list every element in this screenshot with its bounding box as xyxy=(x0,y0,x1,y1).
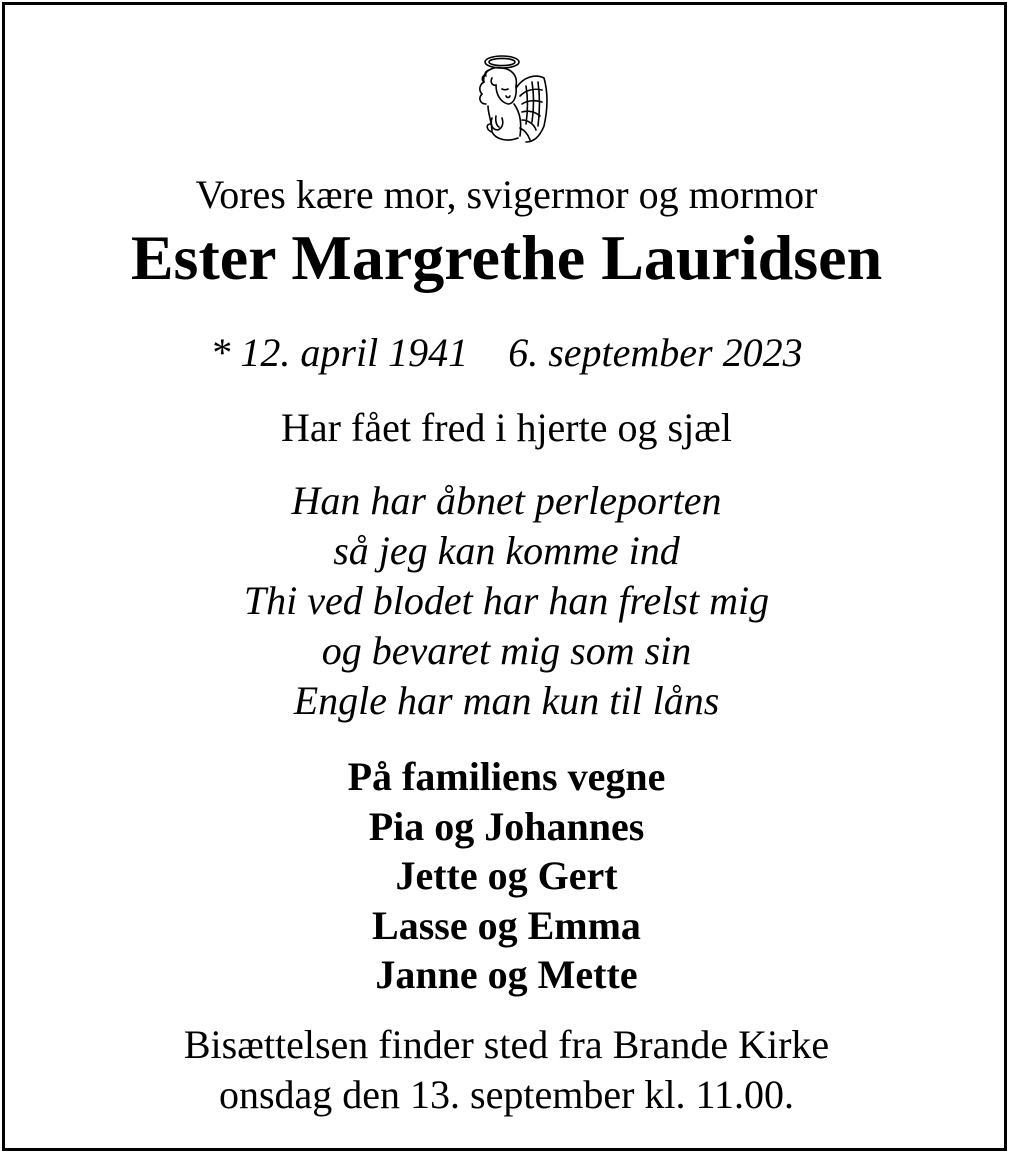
birth-date: * 12. april 1941 xyxy=(210,330,469,375)
verse-line: Thi ved blodet har han frelst mig xyxy=(243,578,770,623)
funeral-info xyxy=(0,1020,1013,1120)
death-date: 6. september 2023 xyxy=(508,330,803,375)
verse-line: og bevaret mig som sin xyxy=(321,628,692,673)
funeral-line: Bisættelsen finder sted fra Brande Kirke xyxy=(183,1022,830,1067)
family-line: Janne og Mette xyxy=(375,952,638,997)
peace-line: Har fået fred i hjerte og sjæl xyxy=(281,405,732,450)
verse-line: Han har åbnet perleporten xyxy=(291,478,722,523)
deceased-name: Ester Margrethe Lauridsen xyxy=(130,222,883,293)
family-signatures xyxy=(0,752,1013,1000)
verse-line: Engle har man kun til låns xyxy=(293,678,720,723)
angel-icon xyxy=(462,52,558,148)
life-dates xyxy=(0,330,1013,376)
funeral-line: onsdag den 13. september kl. 11.00. xyxy=(218,1072,795,1117)
verse xyxy=(0,476,1013,726)
family-line: På familiens vegne xyxy=(347,754,666,799)
family-line: Jette og Gert xyxy=(395,853,618,898)
family-line: Pia og Johannes xyxy=(368,803,645,849)
verse-line: så jeg kan komme ind xyxy=(333,528,680,573)
family-line: Lasse og Emma xyxy=(372,902,641,948)
intro-line: Vores kære mor, svigermor og mormor xyxy=(195,172,818,217)
